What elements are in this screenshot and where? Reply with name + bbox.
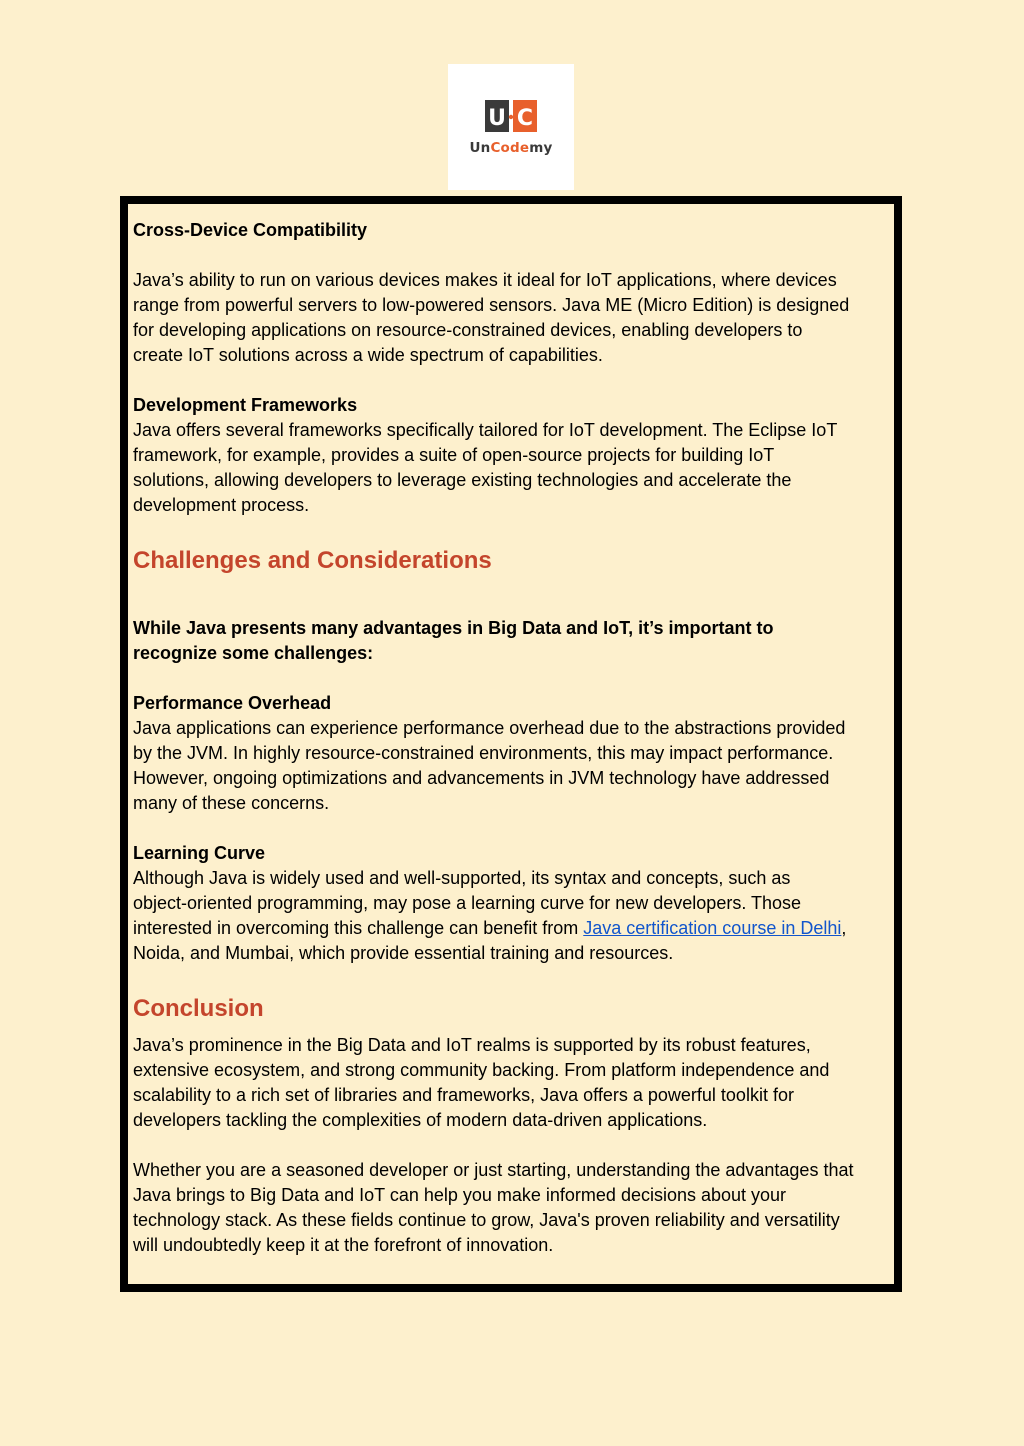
java-certification-course-link[interactable]: Java certification course in Delhi — [583, 918, 842, 938]
learning-heading: Learning Curve — [133, 843, 266, 863]
conclusion-heading: Conclusion — [133, 995, 264, 1022]
logo-wordmark — [448, 140, 574, 156]
uc-logo-mark-icon — [485, 100, 537, 132]
performance-line: by the JVM. In highly resource-constrained environments, this may impact performance. — [133, 743, 834, 763]
learning-line3-after: , — [841, 918, 847, 938]
conclusion-line: scalability to a rich set of libraries and frameworks, Java offers a powerful toolkit for — [133, 1085, 794, 1105]
logo-word-part2: Code — [490, 140, 530, 156]
logo-word-part1: Un — [469, 140, 491, 156]
logo-mark-right: C — [516, 106, 534, 131]
logo-mark-left: U — [488, 106, 506, 131]
cross-device-line: create IoT solutions across a wide spectrum of capabilities. — [133, 345, 603, 365]
frameworks-heading: Development Frameworks — [133, 395, 358, 415]
conclusion-line: extensive ecosystem, and strong community backing. From platform independence and — [133, 1060, 830, 1080]
performance-line: many of these concerns. — [133, 793, 330, 813]
frameworks-line: framework, for example, provides a suite of open-source projects for building IoT — [133, 445, 775, 465]
performance-line: However, ongoing optimizations and advancements in JVM technology have addressed — [133, 768, 830, 788]
learning-line3-before: interested in overcoming this challenge can benefit from — [133, 918, 584, 938]
cross-device-line: for developing applications on resource-constrained devices, enabling developers to — [133, 320, 803, 340]
challenges-heading: Challenges and Considerations — [133, 547, 492, 574]
learning-line: object-oriented programming, may pose a learning curve for new developers. Those — [133, 893, 802, 913]
challenges-intro-line: recognize some challenges: — [133, 643, 374, 663]
conclusion-line: technology stack. As these fields continue to grow, Java's proven reliability and versatility — [133, 1210, 840, 1230]
conclusion-line: will undoubtedly keep it at the forefront of innovation. — [133, 1235, 554, 1255]
conclusion-line: Java brings to Big Data and IoT can help you make informed decisions about your — [133, 1185, 787, 1205]
uncodemy-logo — [448, 64, 574, 190]
cross-device-line: range from powerful servers to low-powered sensors. Java ME (Micro Edition) is designed — [133, 295, 850, 315]
conclusion-line: Whether you are a seasoned developer or just starting, understanding the advantages that — [133, 1160, 854, 1180]
challenges-intro-line: While Java presents many advantages in Big Data and IoT, it’s important to — [133, 618, 774, 638]
learning-line-with-link — [133, 916, 895, 941]
performance-heading: Performance Overhead — [133, 693, 332, 713]
frameworks-line: Java offers several frameworks specifically tailored for IoT development. The Eclipse IoT — [133, 420, 838, 440]
cross-device-heading: Cross-Device Compatibility — [133, 220, 368, 240]
performance-line: Java applications can experience performance overhead due to the abstractions provided — [133, 718, 846, 738]
learning-line: Noida, and Mumbai, which provide essential training and resources. — [133, 943, 674, 963]
logo-word-part3: my — [529, 140, 553, 156]
cross-device-line: Java’s ability to run on various devices makes it ideal for IoT applications, where devices — [133, 270, 837, 290]
frameworks-line: development process. — [133, 495, 310, 515]
conclusion-line: developers tackling the complexities of modern data-driven applications. — [133, 1110, 708, 1130]
learning-line: Although Java is widely used and well-supported, its syntax and concepts, such as — [133, 868, 791, 888]
conclusion-line: Java’s prominence in the Big Data and IoT realms is supported by its robust features, — [133, 1035, 811, 1055]
frameworks-line: solutions, allowing developers to leverage existing technologies and accelerate the — [133, 470, 792, 490]
content-frame — [120, 196, 902, 1292]
